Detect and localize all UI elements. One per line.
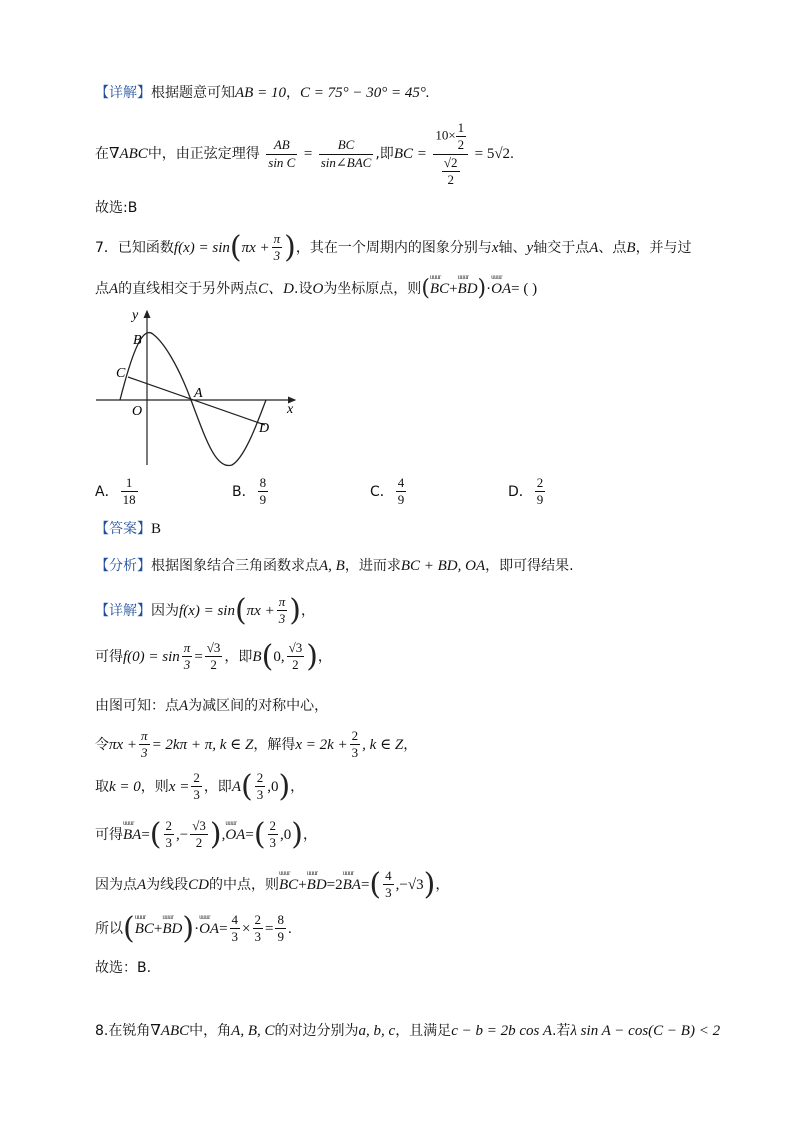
- option-c: C． $\frac{4}{9}$: [370, 475, 405, 508]
- q7-detail-line4: 令πx + $\frac{\pi}{3}$ = 2kπ + π, k ∈ Z，解得x = 2k + $\frac{2}{3}$ , k ∈ Z，: [95, 728, 418, 761]
- fraction-ab-sinc: $\frac{AB}{\text{sin C}}$: [268, 137, 296, 170]
- q7-statement-line1: 7．已知函数f(x) = sin(πx + $\frac{\pi}{3}$ )，其在一个周期内的图象分别与x轴、y轴交于点A、点B，并与过: [95, 229, 692, 265]
- q7-detail-line6: 可得uuur BA=( $\frac{2}{3}$ ,− $\frac{√3}{2}$ ),uuur OA=( $\frac{2}{3}$ ,0)，: [95, 818, 317, 852]
- q7-detail-line3: 由图可知：点A为减区间的对称中心，: [95, 698, 329, 714]
- q6-select: 故选:B: [95, 200, 138, 216]
- q7-detail-line2: 可得f(0) = sin $\frac{\pi}{3}$ = $\frac{√3}{2}$ ，即B(0, $\frac{√3}{2}$ )，: [95, 638, 332, 674]
- fraction-bc-sinbac: $\frac{BC}{\text{sin∠BAC}}$: [320, 137, 372, 170]
- label-a: A: [194, 386, 203, 401]
- q7-detail-line8: 所以(uuur BC+uuur BD)·uuur OA= $\frac{4}{3}$ × $\frac{2}{3}$ = $\frac{8}{9}$ .: [95, 912, 292, 946]
- option-d: D． $\frac{2}{9}$: [508, 475, 544, 508]
- sine-curve: [120, 333, 266, 466]
- q7-analysis: 【分析】根据图象结合三角函数求点A, B，进而求BC + BD, OA，即可得结果.: [95, 558, 574, 574]
- label-x: x: [287, 402, 294, 417]
- q8-statement: 8.在锐角∇ABC中，角A, B, C的对边分别为a, b, c，且满足c − b = 2b cos A.若λ sin A − cos(C − B) < 2: [95, 1023, 721, 1039]
- q7-statement-line2: 点A的直线相交于另外两点C、D.设O为坐标原点，则(uuur BC+uuur BD)·uuur OA= ( ): [95, 277, 537, 300]
- label-y: y: [132, 308, 139, 323]
- q6-detail-line: 【详解】根据题意可知AB = 10，C = 75° − 30° = 45°.: [95, 85, 430, 101]
- option-b: B． $\frac{8}{9}$: [232, 475, 267, 508]
- line-through-a: [128, 377, 265, 425]
- fraction-bc-value: 10× $\frac{1}{2}$ $\frac{√2}{2}$: [433, 120, 468, 188]
- label-o: O: [132, 404, 143, 419]
- sine-graph-figure: [92, 305, 307, 470]
- label-d: D: [259, 421, 270, 436]
- q7-select: 故选：B.: [95, 960, 152, 976]
- option-a: A． $\frac{1}{18}$: [95, 475, 136, 508]
- q7-detail-line5: 取k = 0，则x = $\frac{2}{3}$ ，即A( $\frac{2}{3}$ ,0)，: [95, 768, 305, 804]
- label-c: C: [116, 366, 126, 381]
- q7-detail-line1: 【详解】因为f(x) = sin(πx + $\frac{\pi}{3}$ )，: [95, 592, 315, 628]
- label-b: B: [133, 333, 142, 348]
- q6-sine-law-line: 在∇ABC中，由正弦定理得 $\frac{AB}{\text{sin C}}$ = $\frac{BC}{\text{sin∠BAC}}$ ,即BC = 10× $\frac{1}{2}$ $\frac{√2}{2}$ = 5√2.: [95, 120, 514, 187]
- q7-answer: 【答案】B: [95, 521, 162, 537]
- q7-detail-line7: 因为点A为线段CD的中点，则uuur BC+uuur BD=2uuur BA=( $\frac{4}{3}$ ,−√3)，: [95, 868, 449, 902]
- detail-label: 【详解】: [95, 85, 151, 101]
